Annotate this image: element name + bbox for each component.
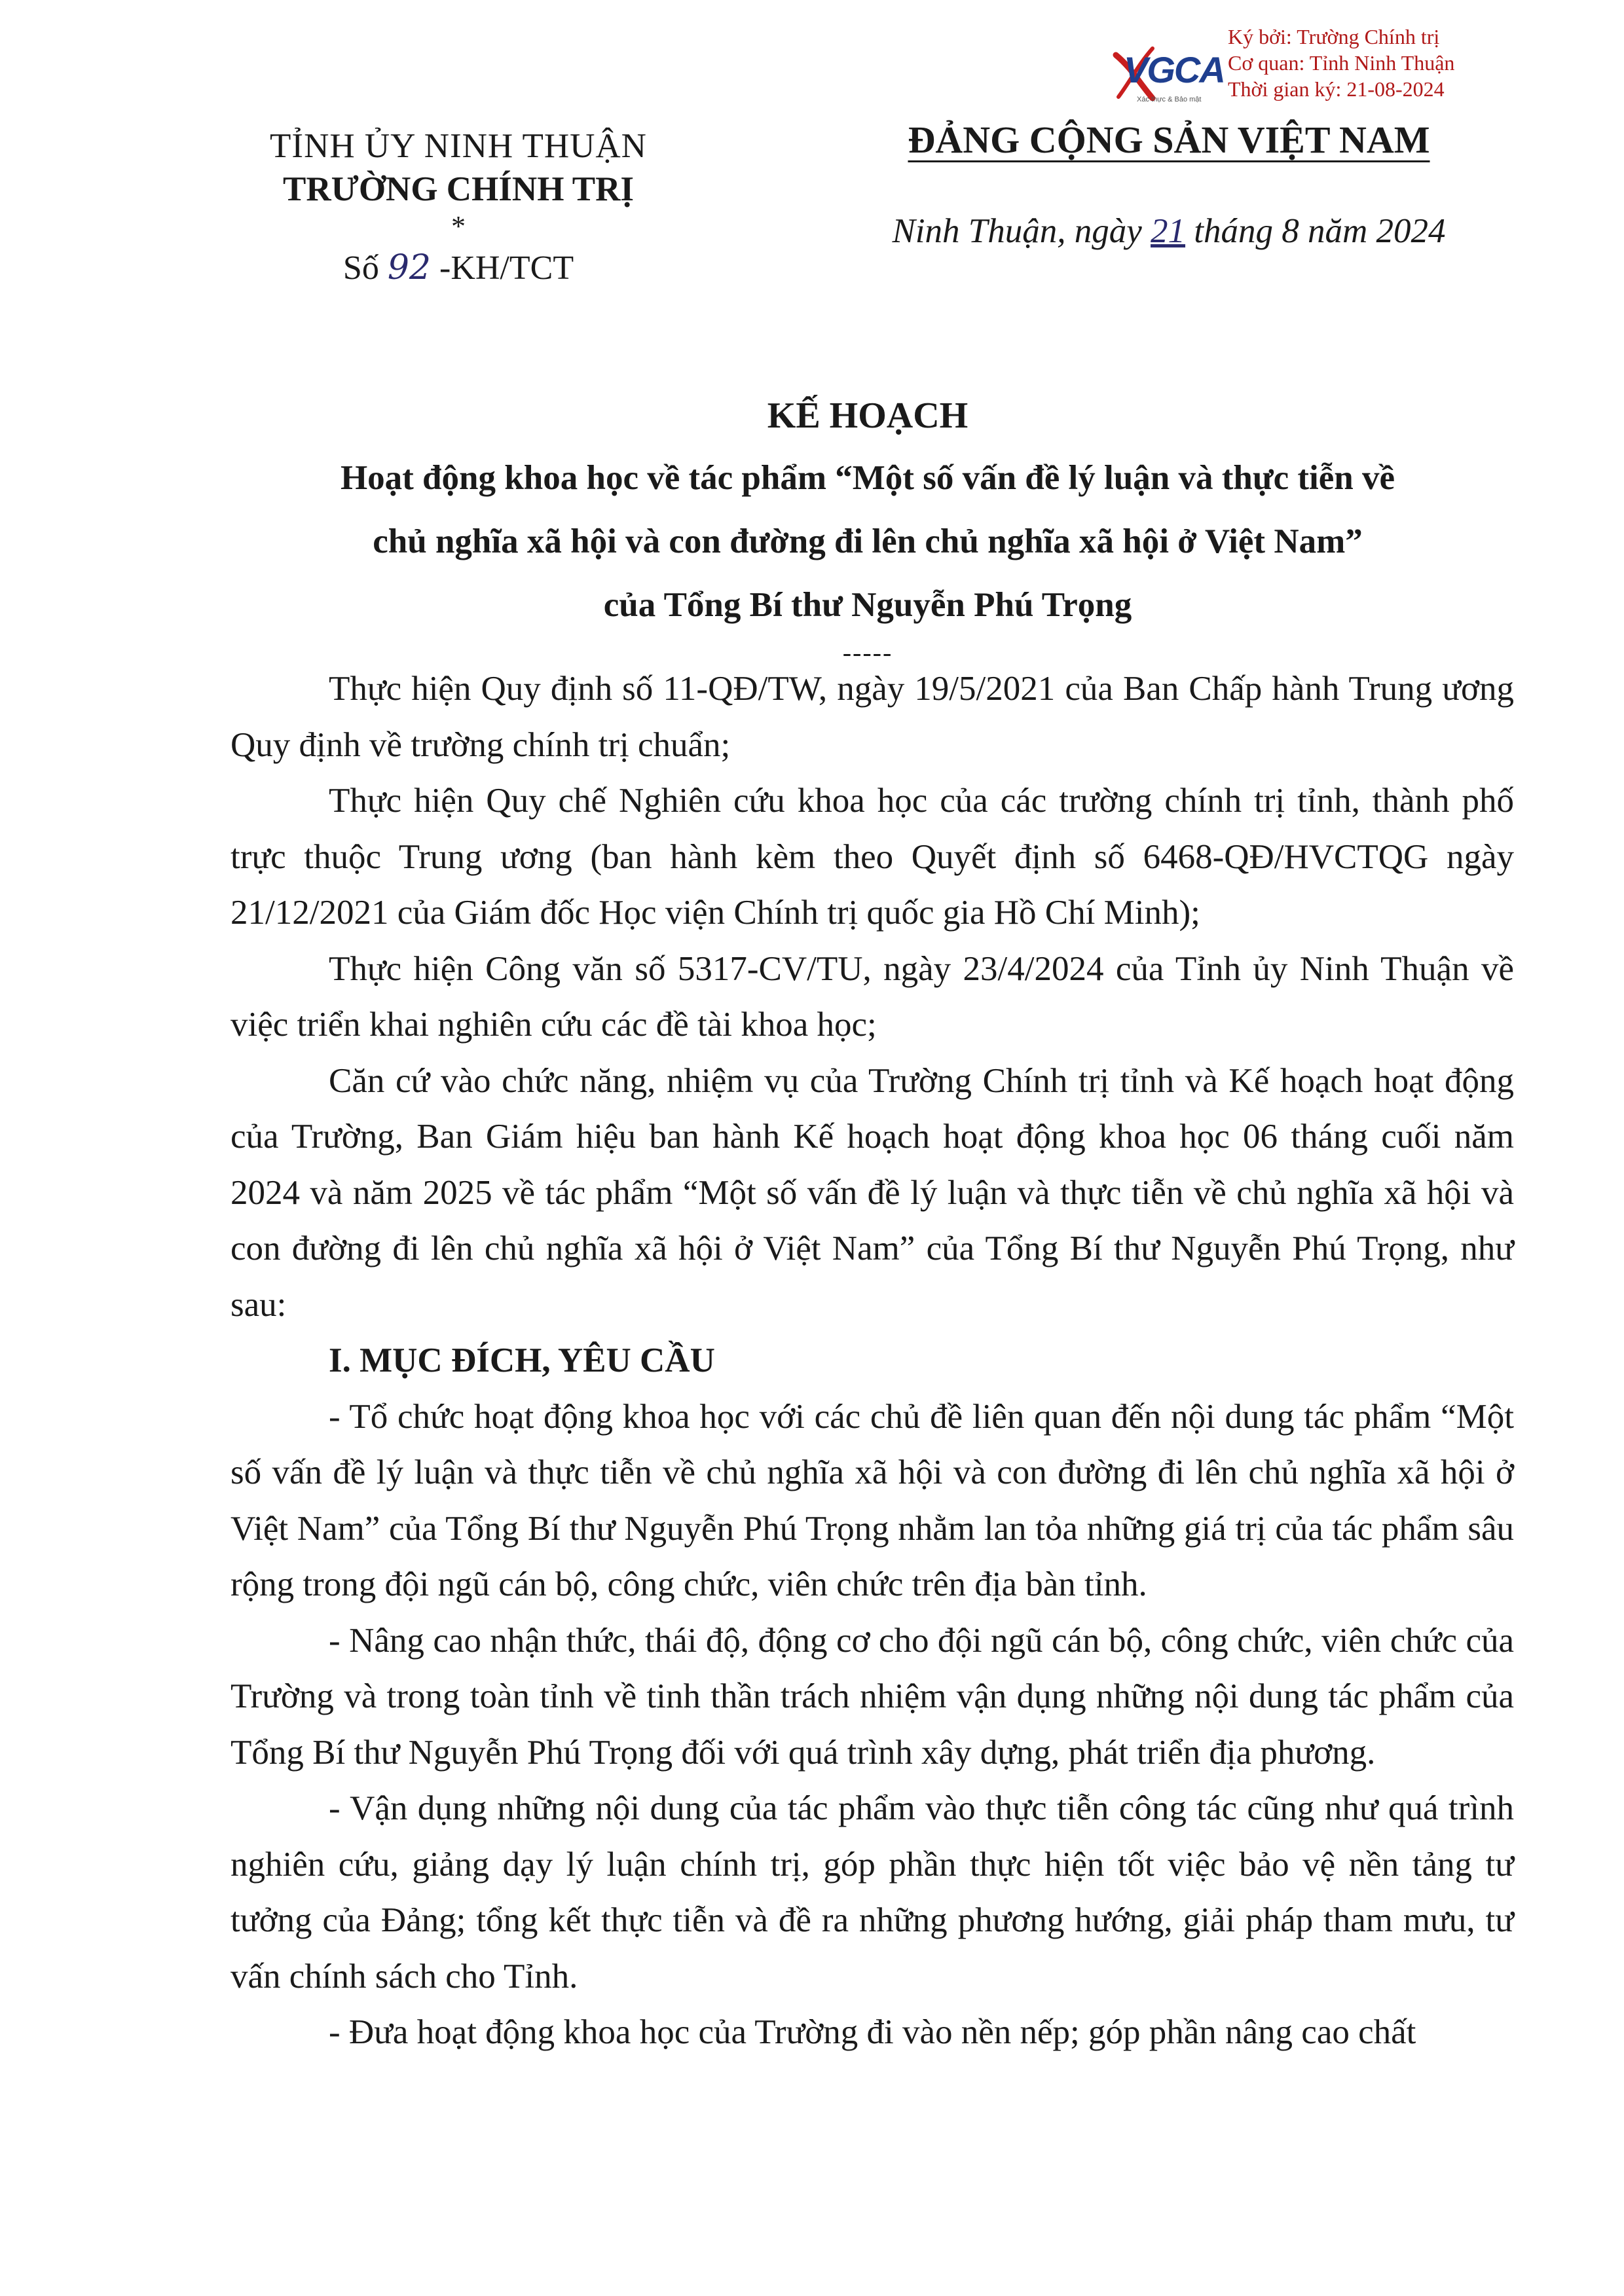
subtitle-line: Hoạt động khoa học về tác phẩm “Một số vấn đề lý luận và thực tiễn về — [340, 459, 1395, 497]
province-committee: TỈNH ỦY NINH THUẬN — [270, 127, 647, 165]
signature-signer: Ký bởi: Trường Chính trị — [1228, 25, 1440, 48]
document-subtitle — [216, 446, 1519, 637]
party-block — [845, 117, 1493, 253]
signature-time: Thời gian ký: 21-08-2024 — [1228, 77, 1445, 101]
vgca-logo-tagline: Xác thực & Bảo mật — [1137, 96, 1202, 103]
school-name: TRƯỜNG CHÍNH TRỊ — [283, 170, 634, 208]
digital-signature-stamp — [1107, 24, 1526, 115]
doc-number-suffix: -KH/TCT — [439, 249, 574, 287]
bullet-paragraph: - Tổ chức hoạt động khoa học với các chủ đề liên quan đến nội dung tác phẩm “Một số vấn đề lý luận và thực tiễn về chủ nghĩa xã hội và con đường đi lên chủ nghĩa xã hội ở Việt Nam” của Tổng Bí thư Nguyễn Phú Trọng nhằm lan tỏa những giá trị của tác phẩm sâu rộng trong đội ngũ cán bộ, công chức, viên chức trên địa bàn tỉnh. — [231, 1397, 1514, 1603]
section-heading: I. MỤC ĐÍCH, YÊU CẦU — [329, 1341, 715, 1379]
signature-details — [1228, 24, 1454, 102]
doc-number-handwritten: 92 — [387, 248, 431, 287]
vgca-logo-text: VGCA — [1124, 49, 1225, 90]
signature-agency: Cơ quan: Tỉnh Ninh Thuận — [1228, 51, 1455, 75]
subtitle-line: của Tổng Bí thư Nguyễn Phú Trọng — [603, 586, 1132, 624]
document-title-block — [216, 393, 1519, 666]
body-paragraph: Thực hiện Quy chế Nghiên cứu khoa học của các trường chính trị tỉnh, thành phố trực thuộc Trung ương (ban hành kèm theo Quyết định số 6468-QĐ/HVCTQG ngày 21/12/2021 của Giám đốc Học viện Chính trị quốc gia Hồ Chí Minh); — [231, 782, 1514, 932]
document-body — [231, 661, 1514, 2061]
bullet-paragraph: - Nâng cao nhận thức, thái độ, động cơ cho đội ngũ cán bộ, công chức, viên chức của Trường và trong toàn tỉnh về tinh thần trách nhiệm vận dụng những nội dung tác phẩm của Tổng Bí thư Nguyễn Phú Trọng đối với quá trình xây dựng, phát triển địa phương. — [231, 1621, 1514, 1772]
bullet-paragraph: - Đưa hoạt động khoa học của Trường đi vào nền nếp; góp phần nâng cao chất — [329, 2013, 1416, 2051]
issuing-agency-block — [190, 124, 727, 289]
document-number — [190, 247, 727, 289]
body-paragraph: Căn cứ vào chức năng, nhiệm vụ của Trường Chính trị tỉnh và Kế hoạch hoạt động của Trường, Ban Giám hiệu ban hành Kế hoạch hoạt động khoa học 06 tháng cuối năm 2024 và năm 2025 về tác phẩm “Một số vấn đề lý luận và thực tiễn về chủ nghĩa xã hội và con đường đi lên chủ nghĩa xã hội ở Việt Nam” của Tổng Bí thư Nguyễn Phú Trọng, như sau: — [231, 1061, 1514, 1324]
title-separator: ----- — [842, 638, 893, 667]
body-paragraph: Thực hiện Công văn số 5317-CV/TU, ngày 23/4/2024 của Tỉnh ủy Ninh Thuận về việc triển khai nghiên cứu các đề tài khoa học; — [231, 949, 1514, 1044]
party-name: ĐẢNG CỘNG SẢN VIỆT NAM — [908, 118, 1430, 161]
doc-number-prefix: Số — [342, 249, 379, 287]
subtitle-line: chủ nghĩa xã hội và con đường đi lên chủ nghĩa xã hội ở Việt Nam” — [373, 522, 1363, 560]
date-suffix: tháng 8 năm 2024 — [1194, 212, 1446, 250]
vgca-logo — [1107, 42, 1225, 107]
document-type: KẾ HOẠCH — [767, 395, 969, 436]
date-day-handwritten: 21 — [1151, 212, 1186, 250]
star-separator: * — [451, 210, 466, 242]
date-prefix: Ninh Thuận, ngày — [892, 212, 1142, 250]
body-paragraph: Thực hiện Quy định số 11-QĐ/TW, ngày 19/5/2021 của Ban Chấp hành Trung ương Quy định về trường chính trị chuẩn; — [231, 670, 1514, 764]
place-date-line — [845, 210, 1493, 253]
bullet-paragraph: - Vận dụng những nội dung của tác phẩm vào thực tiễn công tác cũng như quá trình nghiên cứu, giảng dạy lý luận chính trị, góp phần thực hiện tốt việc bảo vệ nền tảng tư tưởng của Đảng; tổng kết thực tiễn và đề ra những phương hướng, giải pháp tham mưu, tư vấn chính sách cho Tỉnh. — [231, 1789, 1514, 1995]
